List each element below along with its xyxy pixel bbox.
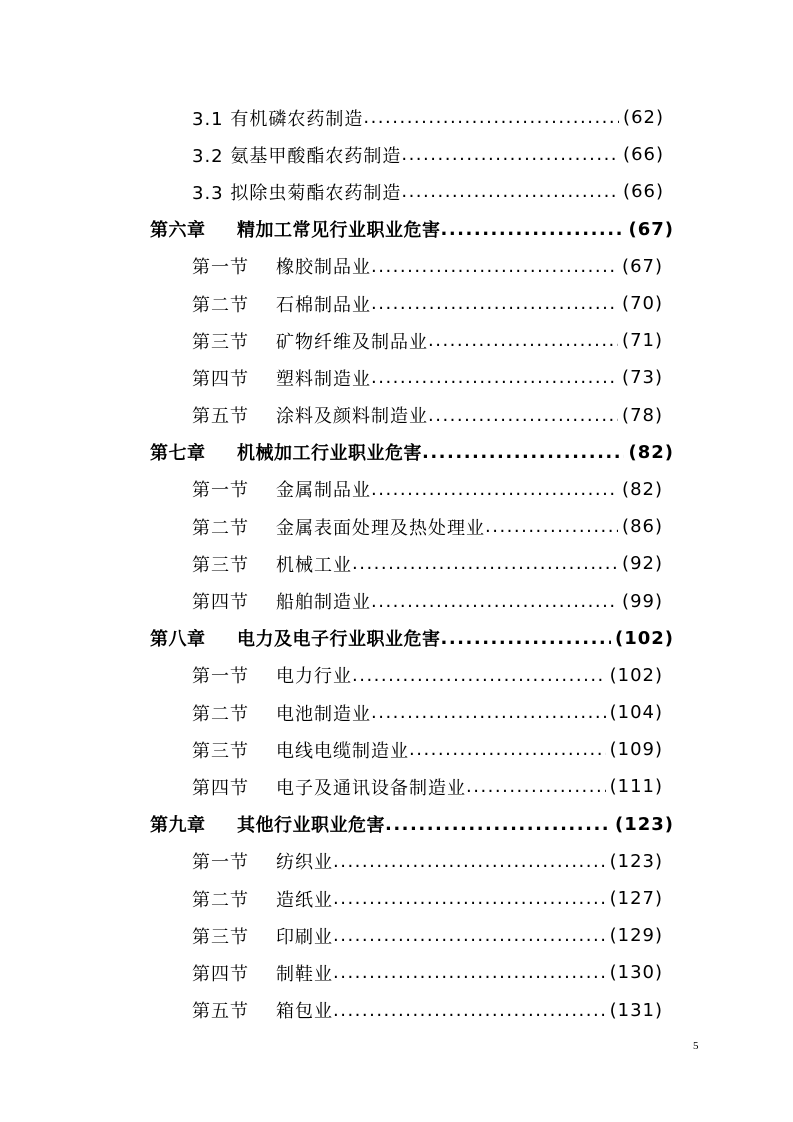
toc-entry-number: 第六章 [150,220,206,242]
toc-entry-title: 电力及电子行业职业危害 [237,629,441,651]
toc-chapter-entry [150,211,674,248]
toc-entry-page: (129) [609,925,663,947]
toc-entry-title: 电子及通讯设备制造业 [276,777,466,799]
dot-leader [428,330,618,351]
toc-entry-number: 第二节 [192,517,249,539]
toc-section-entry [192,359,663,396]
toc-entry-title: 塑料制造业 [276,368,371,390]
toc-entry-page: (111) [609,776,663,798]
toc-entry-page: (86) [622,516,663,538]
toc-entry-number: 第一节 [192,480,249,502]
toc-entry-number: 第五节 [192,406,249,428]
toc-entry-title: 其他行业职业危害 [237,815,385,837]
dot-leader [441,628,611,649]
dot-leader [422,442,624,463]
toc-entry-number: 第四节 [192,368,249,390]
toc-entry-number: 第四节 [192,963,249,985]
toc-entry-number: 第二节 [192,294,249,316]
toc-entry-page: (66) [623,181,664,203]
dot-leader [401,144,619,165]
dot-leader [371,367,618,388]
toc-entry-number: 第二节 [192,889,249,911]
toc-section-entry [192,917,663,954]
dot-leader [333,925,606,946]
toc-section-entry [192,582,663,619]
toc-entry-title: 箱包业 [276,1001,333,1023]
toc-entry-title: 涂料及颜料制造业 [276,406,428,428]
toc-section-entry [192,843,663,880]
toc-entry-page: (102) [614,627,674,649]
toc-section-entry [192,954,663,991]
toc-entry-number: 第二节 [192,703,249,725]
toc-entry-page: (78) [622,404,663,426]
toc-entry-title: 印刷业 [276,926,333,948]
toc-entry-title: 3.2 氨基甲酸酯农药制造 [192,145,402,167]
toc-entry-page: (123) [614,813,674,835]
toc-section-entry [192,99,664,136]
dot-leader [485,516,618,537]
toc-entry-number: 第九章 [150,815,206,837]
toc-chapter-entry [150,620,674,657]
dot-leader [385,814,611,835]
toc-entry-page: (104) [609,702,663,724]
toc-entry-title: 机械加工行业职业危害 [237,443,422,465]
toc-entry-number: 第四节 [192,777,249,799]
dot-leader [333,962,606,983]
toc-entry-page: (123) [609,850,663,872]
toc-entry-page: (131) [609,999,663,1021]
toc-entry-number: 第七章 [150,443,206,465]
toc-entry-page: (73) [622,367,663,389]
dot-leader [333,1000,606,1021]
toc-entry-title: 石棉制品业 [276,294,371,316]
dot-leader [352,553,618,574]
toc-section-entry [192,471,663,508]
dot-leader [409,739,606,760]
toc-entry-page: (127) [609,888,663,910]
dot-leader [371,479,618,500]
toc-entry-page: (67) [628,218,674,240]
toc-entry-number: 第三节 [192,331,249,353]
toc-section-entry [192,322,663,359]
toc-entry-number: 第三节 [192,554,249,576]
toc-entry-title: 电力行业 [276,666,352,688]
toc-entry-number: 第八章 [150,629,206,651]
dot-leader [333,851,606,872]
toc-entry-page: (82) [622,478,663,500]
toc-section-entry [192,136,664,173]
toc-entry-page: (70) [622,293,663,315]
toc-entry-page: (71) [622,330,663,352]
toc-entry-title: 机械工业 [276,554,352,576]
dot-leader [371,293,618,314]
toc-entry-page: (92) [622,553,663,575]
toc-section-entry [192,880,663,917]
toc-entry-number: 第一节 [192,666,249,688]
toc-section-entry [192,285,663,322]
toc-section-entry [192,248,663,285]
toc-entry-page: (102) [609,664,663,686]
toc-entry-title: 3.1 有机磷农药制造 [192,108,364,130]
toc-entry-title: 金属制品业 [276,480,371,502]
toc-section-entry [192,768,663,805]
toc-entry-title: 制鞋业 [276,963,333,985]
dot-leader [363,107,619,128]
toc-entry-title: 船舶制造业 [276,592,371,614]
toc-section-entry [192,731,663,768]
toc-chapter-entry [150,434,674,471]
toc-section-entry [192,173,664,210]
toc-entry-title: 金属表面处理及热处理业 [276,517,485,539]
toc-entry-number: 第五节 [192,1001,249,1023]
toc-entry-page: (130) [609,962,663,984]
page-number: 5 [693,1040,699,1052]
toc-section-entry [192,694,663,731]
toc-entry-page: (66) [623,144,664,166]
toc-section-entry [192,992,663,1029]
dot-leader [371,591,618,612]
toc-entry-title: 造纸业 [276,889,333,911]
toc-entry-title: 电线电缆制造业 [276,740,409,762]
dot-leader [371,256,618,277]
dot-leader [401,181,619,202]
toc-entry-title: 精加工常见行业职业危害 [237,220,441,242]
toc-entry-title: 矿物纤维及制品业 [276,331,428,353]
dot-leader [352,665,606,686]
toc-entry-page: (109) [609,739,663,761]
toc-entry-page: (82) [628,441,674,463]
toc-entry-title: 纺织业 [276,852,333,874]
dot-leader [466,776,606,797]
toc-section-entry [192,657,663,694]
toc-chapter-entry [150,806,674,843]
toc-entry-page: (62) [623,107,664,129]
toc-entry-title: 电池制造业 [276,703,371,725]
dot-leader [371,702,606,723]
toc-entry-number: 第一节 [192,852,249,874]
toc-entry-title: 3.3 拟除虫菊酯农药制造 [192,182,402,204]
toc-entry-page: (99) [622,590,663,612]
dot-leader [333,888,606,909]
dot-leader [428,405,618,426]
table-of-contents [0,99,793,1029]
toc-section-entry [192,545,663,582]
toc-entry-number: 第四节 [192,592,249,614]
toc-entry-page: (67) [622,255,663,277]
toc-section-entry [192,397,663,434]
toc-entry-number: 第一节 [192,257,249,279]
toc-entry-number: 第三节 [192,740,249,762]
dot-leader [441,219,625,240]
toc-entry-title: 橡胶制品业 [276,257,371,279]
toc-entry-number: 第三节 [192,926,249,948]
toc-section-entry [192,508,663,545]
